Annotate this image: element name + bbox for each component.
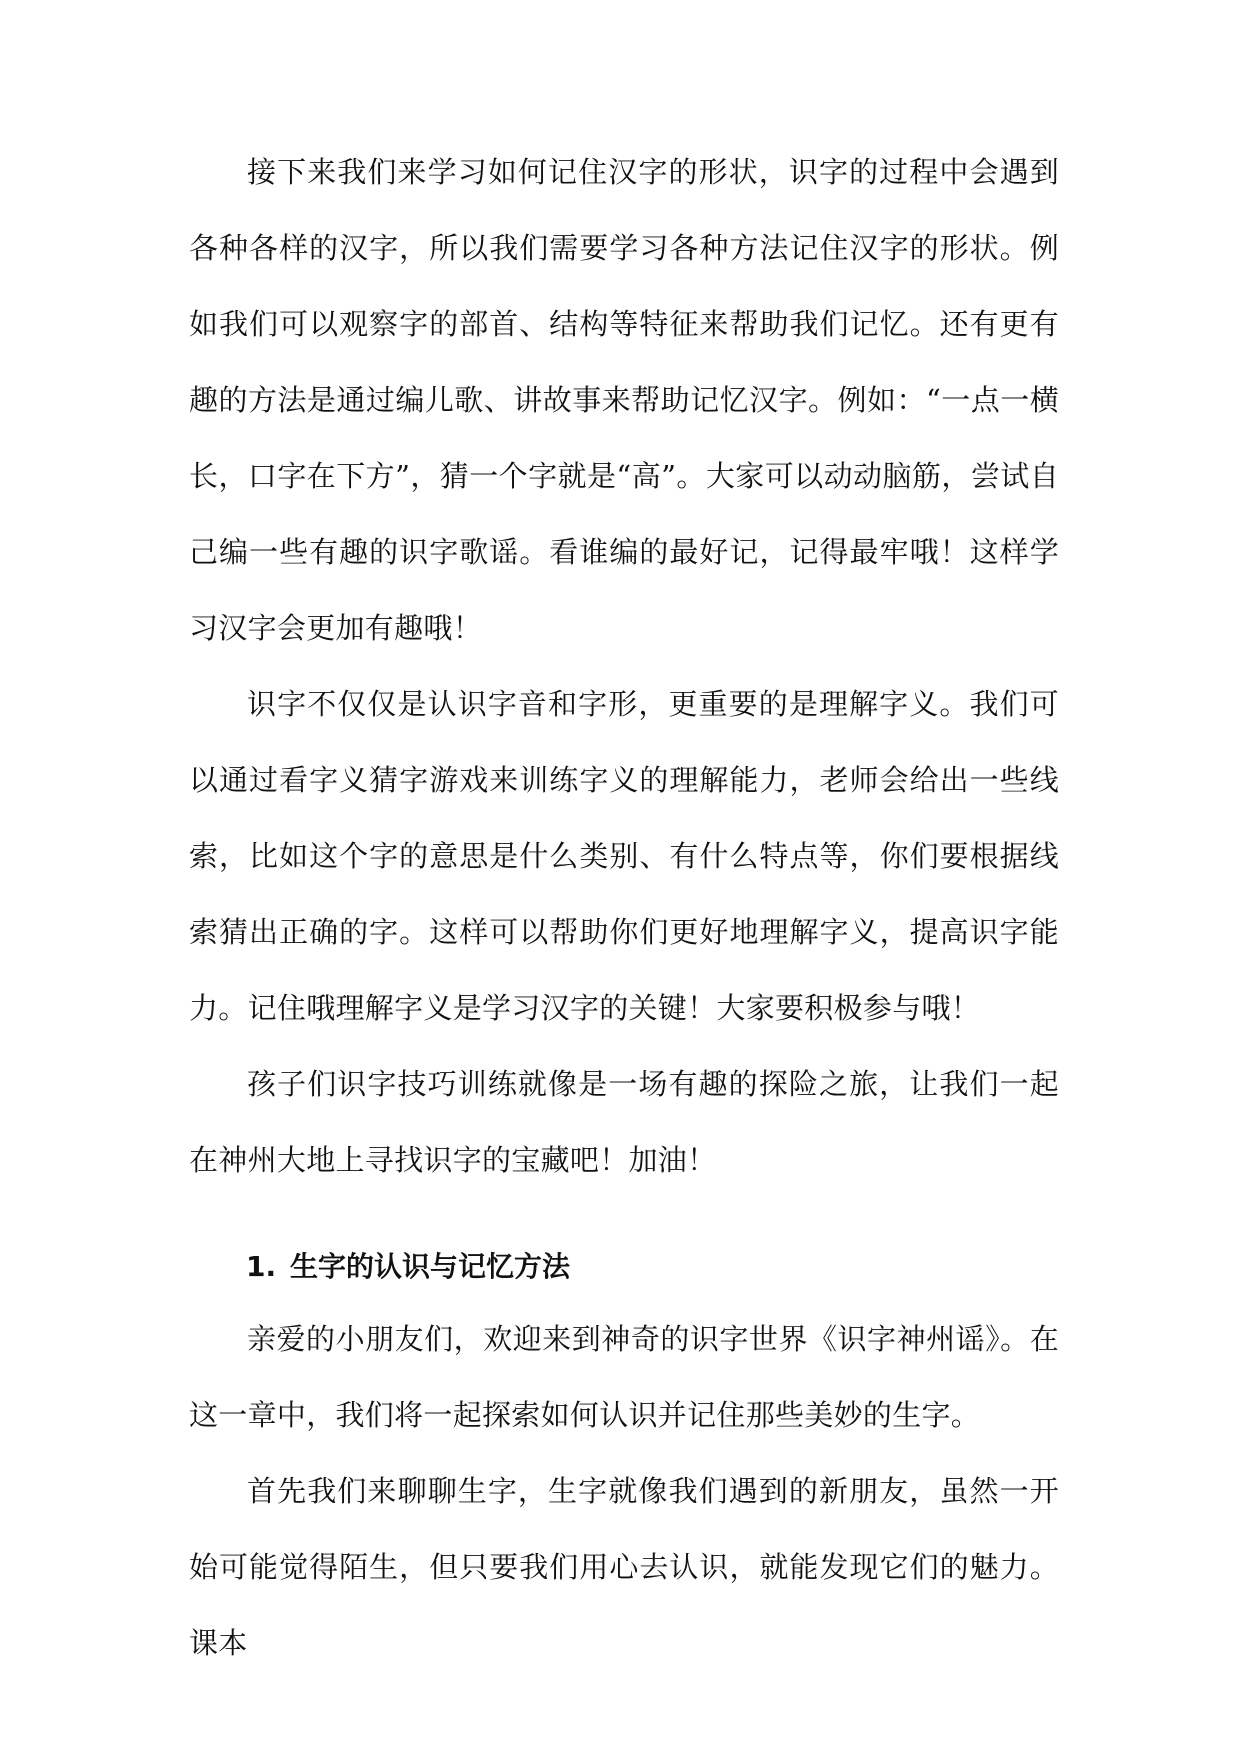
section-paragraph: 亲爱的小朋友们，欢迎来到神奇的识字世界《识字神州谣》。在这一章中，我们将一起探索如何认识并记住那些美妙的生字。 xyxy=(189,1322,1059,1432)
section-heading xyxy=(246,1237,1046,1297)
body-paragraph: 孩子们识字技巧训练就像是一场有趣的探险之旅，让我们一起在神州大地上寻找识字的宝藏吧！加油！ xyxy=(189,1067,1059,1177)
body-paragraph: 接下来我们来学习如何记住汉字的形状，识字的过程中会遇到各种各样的汉字，所以我们需要学习各种方法记住汉字的形状。例如我们可以观察字的部首、结构等特征来帮助我们记忆。还有更有趣的方法是通过编儿歌、讲故事来帮助记忆汉字。例如：“一点一横长，口字在下方”，猜一个字就是“高”。大家可以动动脑筋，尝试自己编一些有趣的识字歌谣。看谁编的最好记，记得最牢哦！这样学习汉字会更加有趣哦！ xyxy=(189,155,1059,645)
section-paragraph: 首先我们来聊聊生字，生字就像我们遇到的新朋友，虽然一开始可能觉得陌生，但只要我们用心去认识，就能发现它们的魅力。课本 xyxy=(189,1474,1059,1660)
body-paragraph: 识字不仅仅是认识字音和字形，更重要的是理解字义。我们可以通过看字义猜字游戏来训练字义的理解能力，老师会给出一些线索，比如这个字的意思是什么类别、有什么特点等，你们要根据线索猜出正确的字。这样可以帮助你们更好地理解字义，提高识字能力。记住哦理解字义是学习汉字的关键！大家要积极参与哦！ xyxy=(189,687,1059,1025)
section-number: 1. xyxy=(246,1250,277,1283)
section-title: 生字的认识与记忆方法 xyxy=(290,1250,571,1283)
